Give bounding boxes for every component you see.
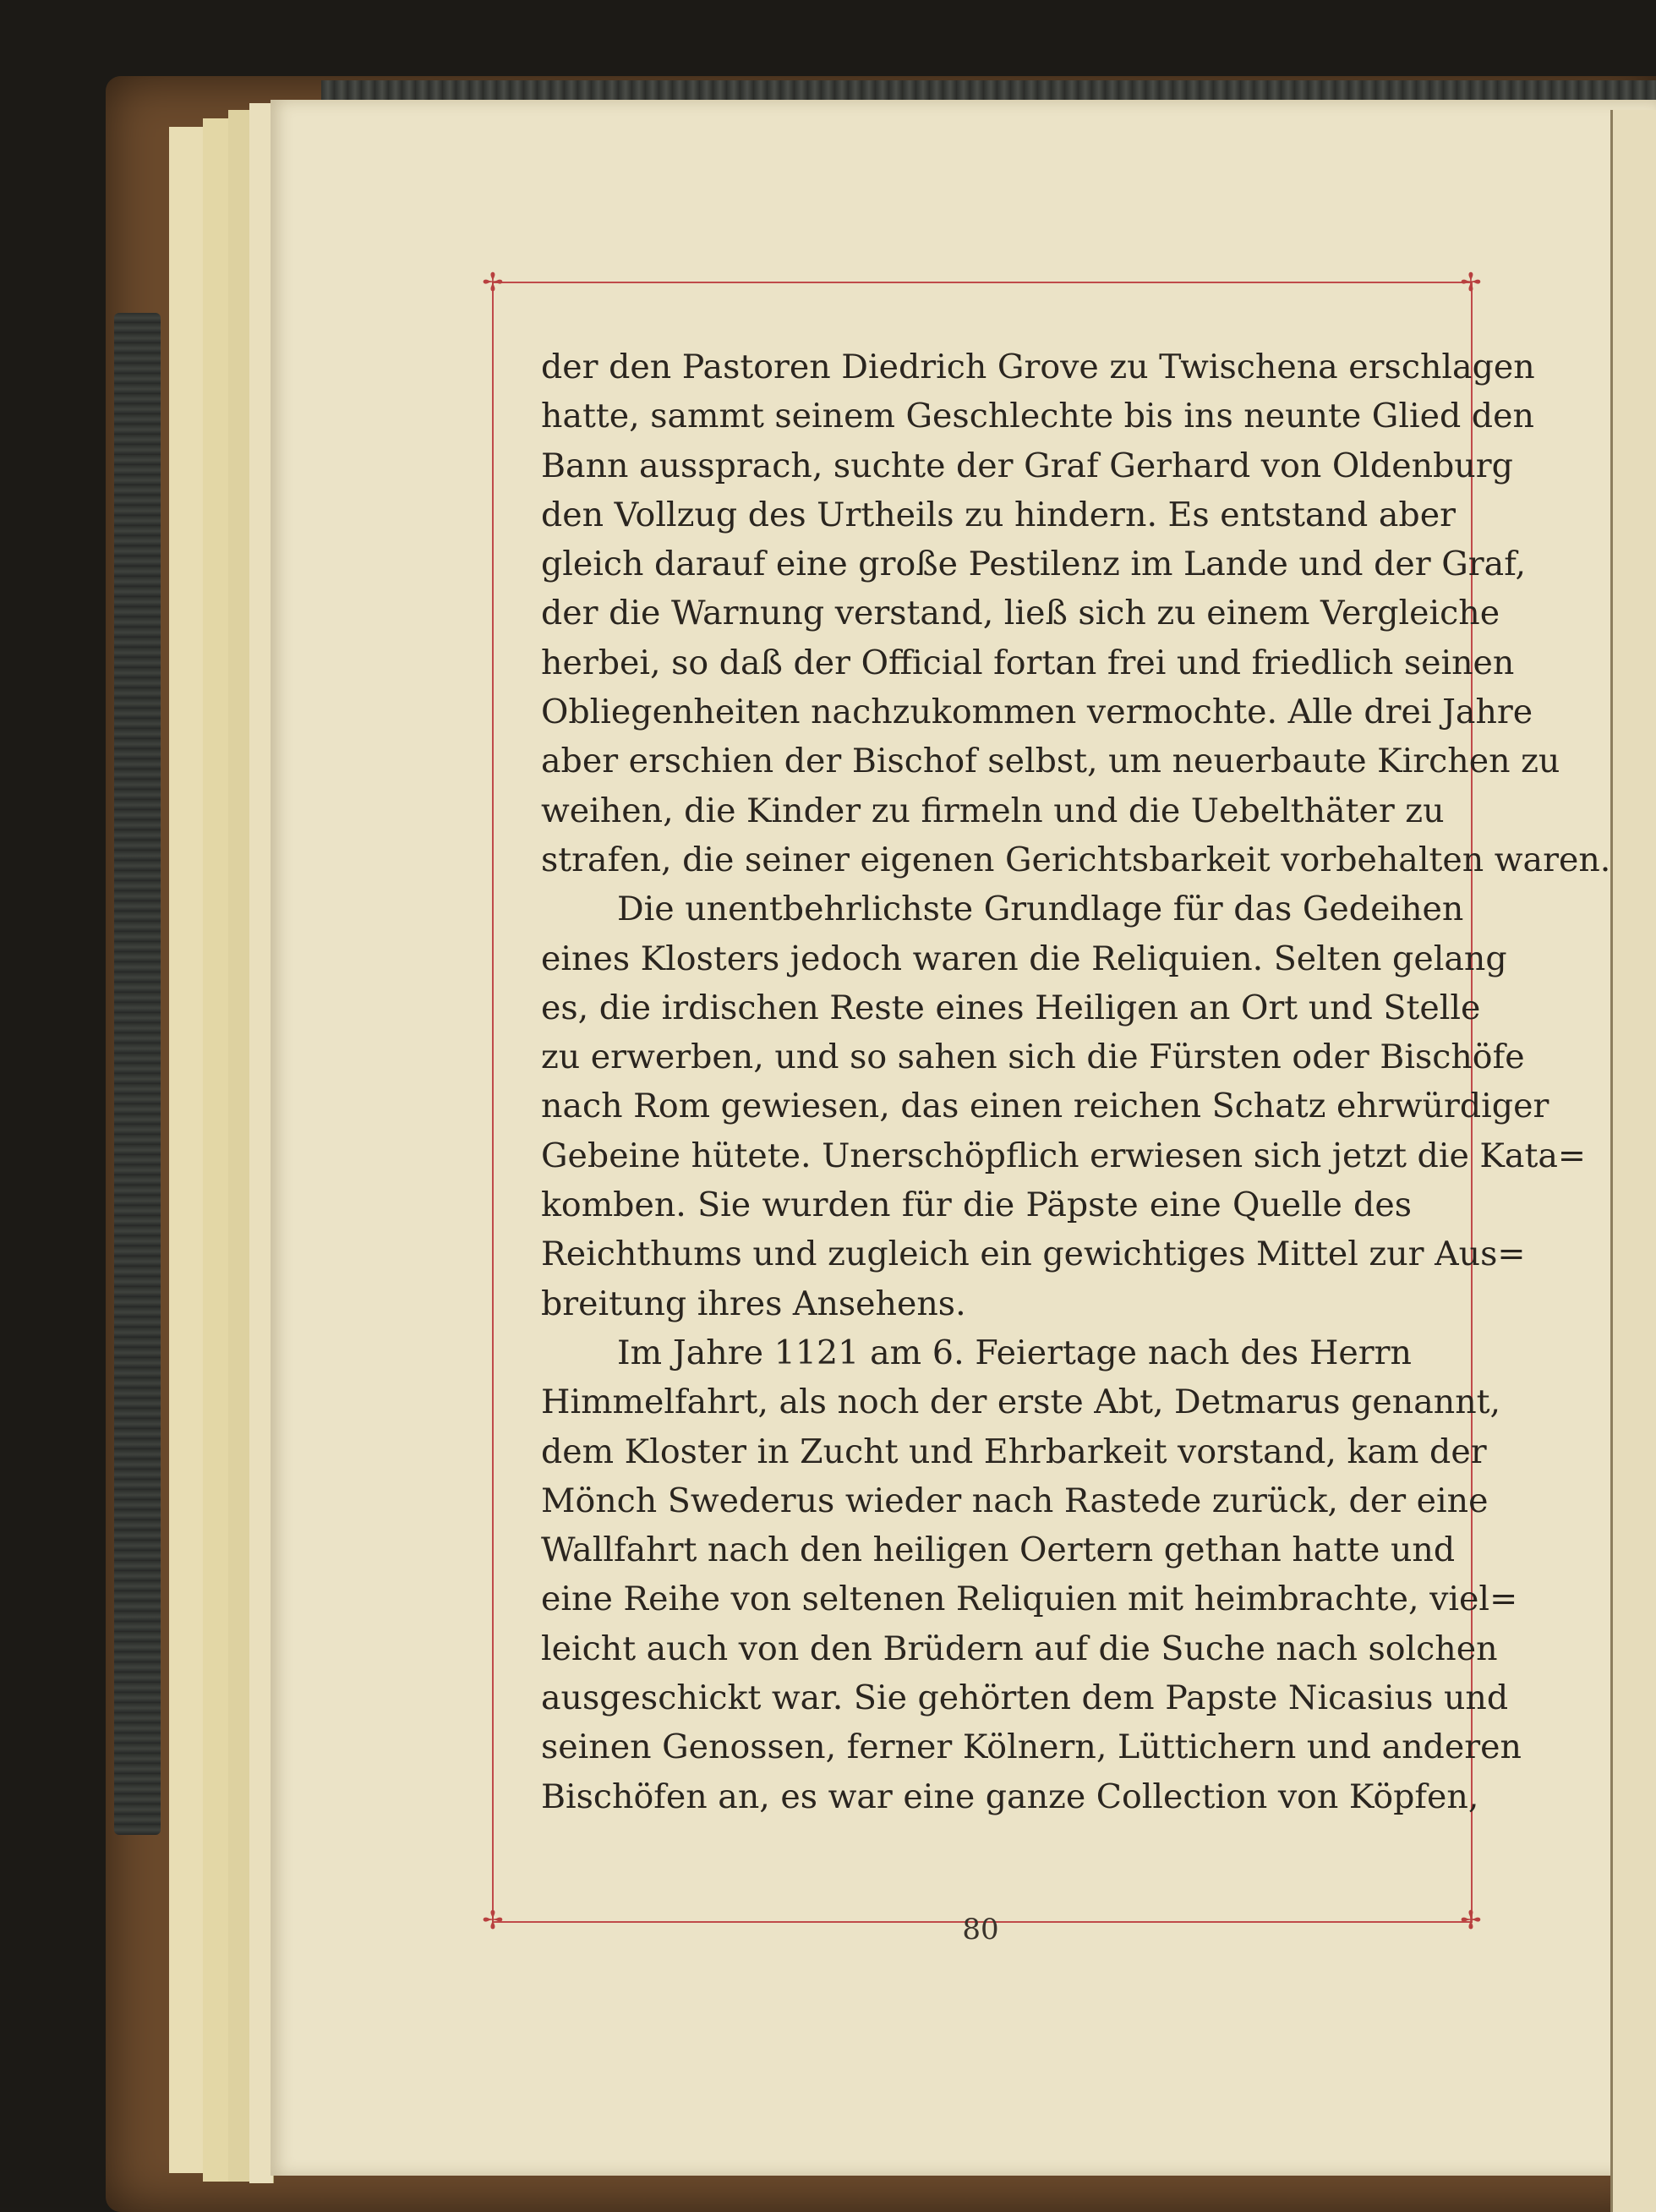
page-number: 80: [962, 1913, 999, 1946]
text-line: Die unentbehrlichste Grundlage für das Gedeihen: [617, 890, 1464, 929]
text-line: Obliegenheiten nachzukommen vermochte. Alle drei Jahre: [541, 693, 1533, 732]
text-line: komben. Sie wurden für die Päpste eine Quelle des: [541, 1185, 1412, 1225]
text-line: eines Klosters jedoch waren die Reliquien. Selten gelang: [541, 939, 1507, 978]
text-line: nach Rom gewiesen, das einen reichen Schatz ehrwürdiger: [541, 1087, 1549, 1126]
text-line: eine Reihe von seltenen Reliquien mit heimbrachte, viel=: [541, 1580, 1518, 1619]
text-line: seinen Genossen, ferner Kölnern, Lüttichern und anderen: [541, 1727, 1522, 1767]
text-line: ausgeschickt war. Sie gehörten dem Papste Nicasius und: [541, 1678, 1509, 1718]
corner-ornament-top-right: ✢: [1460, 268, 1482, 298]
text-line: weihen, die Kinder zu firmeln und die Uebelthäter zu: [541, 791, 1445, 830]
facing-page-edge: [1610, 110, 1656, 2212]
text-line: aber erschien der Bischof selbst, um neuerbaute Kirchen zu: [541, 742, 1560, 781]
text-line: es, die irdischen Reste eines Heiligen an Ort und Stelle: [541, 988, 1481, 1027]
text-line: der den Pastoren Diedrich Grove zu Twischena erschlagen: [541, 348, 1535, 386]
corner-ornament-top-left: ✢: [482, 268, 504, 298]
text-line: zu erwerben, und so sahen sich die Fürsten oder Bischöfe: [541, 1038, 1525, 1077]
text-line: breitung ihres Ansehens.: [541, 1284, 966, 1323]
text-line: Himmelfahrt, als noch der erste Abt, Detmarus genannt,: [541, 1382, 1501, 1422]
text-line: strafen, die seiner eigenen Gerichtsbarkeit vorbehalten waren.: [541, 840, 1611, 879]
text-line: den Vollzug des Urtheils zu hindern. Es entstand aber: [541, 495, 1456, 534]
page-edge-2: [203, 118, 229, 2182]
text-line: dem Kloster in Zucht und Ehrbarkeit vorstand, kam der: [541, 1432, 1487, 1471]
text-line: Im Jahre 1121 am 6. Feiertage nach des Herrn: [617, 1333, 1412, 1372]
text-line: leicht auch von den Brüdern auf die Suche nach solchen: [541, 1629, 1498, 1668]
text-line: Wallfahrt nach den heiligen Oertern gethan hatte und: [541, 1530, 1456, 1570]
text-line: Mönch Swederus wieder nach Rastede zurück, der eine: [541, 1481, 1489, 1520]
text-line: Reichthums und zugleich ein gewichtiges Mittel zur Aus=: [541, 1235, 1526, 1274]
text-line: herbei, so daß der Official fortan frei und friedlich seinen: [541, 643, 1515, 682]
text-line: Gebeine hütete. Unerschöpflich erwiesen sich jetzt die Kata=: [541, 1136, 1586, 1175]
corner-ornament-bottom-right: ✢: [1460, 1906, 1482, 1936]
corner-ornament-bottom-left: ✢: [482, 1906, 504, 1936]
page-edge-1: [169, 127, 204, 2173]
cover-marbled-edge: [114, 313, 161, 1835]
text-line: Bann aussprach, suchte der Graf Gerhard von Oldenburg: [541, 446, 1513, 485]
text-line: gleich darauf eine große Pestilenz im Lande und der Graf,: [541, 545, 1526, 584]
body-text: [541, 342, 1611, 1821]
text-line: der die Warnung verstand, ließ sich zu einem Vergleiche: [541, 594, 1500, 633]
text-line: hatte, sammt seinem Geschlechte bis ins neunte Glied den: [541, 397, 1534, 436]
text-line: Bischöfen an, es war eine ganze Collection von Köpfen,: [541, 1777, 1479, 1816]
